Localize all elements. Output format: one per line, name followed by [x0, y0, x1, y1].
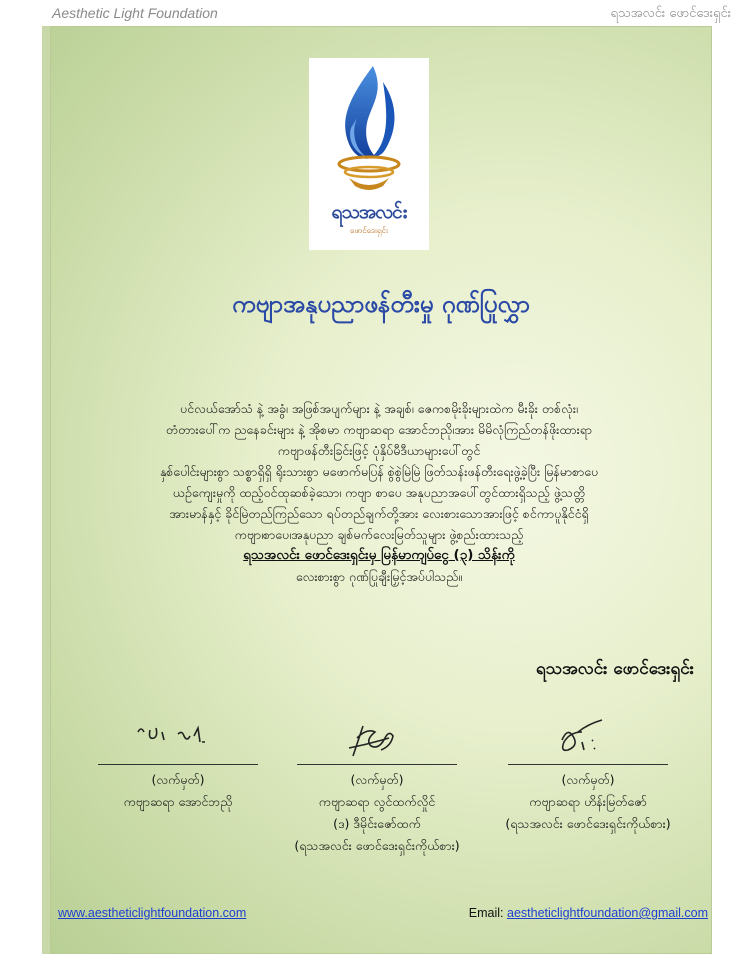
- signature-role: (လက်မှတ်): [151, 772, 205, 787]
- signatory-representation: (ရသအလင်း ဖောင်ဒေးရှင်းကိုယ်စား): [505, 816, 671, 831]
- footer-email: [469, 906, 708, 920]
- certificate-frame: [42, 26, 712, 954]
- header-org-english: Aesthetic Light Foundation: [52, 5, 218, 21]
- signature-role: (လက်မှတ်): [561, 772, 615, 787]
- top-bar: [0, 0, 743, 26]
- certificate-title: ကဗျာအနုပညာဖန်တီးမှု ဂုဏ်ပြုလွှာ: [232, 290, 530, 318]
- signatory-name: ကဗျာဆရာ ဟိန်းမြတ်ဇော်: [529, 794, 647, 809]
- body-line: ကဗျာဖန်တီးခြင်းဖြင့် ပုံနှိပ်မီဒီယာများပေါ်တွင်: [277, 443, 481, 458]
- body-line: အားမာန်နှင့် ခိုင်မြဲတည်ကြည်သော ရပ်တည်ချက်တို့အား လေးစားသောအားဖြင့် စင်ကာပူနိုင်ငံရှိ: [169, 506, 589, 521]
- body-line: တံတားပေါ်က ညနေခင်းများ နဲ့ အိုစမာ ကဗျာဆရာ အောင်ဘညို၊အား မိမိလုံကြည်တန်ဖိုးထားရာ: [165, 422, 593, 437]
- header-org-myanmar: ရသအလင်း ဖောင်ဒေးရှင်း: [610, 6, 731, 21]
- signatory-name: ကဗျာဆရာ လွင်ထက်လှိုင်: [318, 794, 436, 809]
- body-line: ကဗျာ၊စာပေ၊အနုပညာ ချစ်မက်လေးမြတ်သူများ ဖွဲ့စည်းထားသည့်: [234, 527, 524, 542]
- signature-line: [297, 764, 457, 765]
- issuer-name: ရသအလင်း ဖောင်ဒေးရှင်း: [535, 659, 694, 679]
- website-link[interactable]: www.aestheticlightfoundation.com: [58, 906, 247, 920]
- email-label: Email:: [468, 906, 504, 920]
- signatory-representation: (ရသအလင်း ဖောင်ဒေးရှင်းကိုယ်စား): [294, 838, 460, 853]
- signature-mark: [297, 718, 457, 758]
- logo-text: ရသအလင်း: [331, 201, 407, 223]
- signature-mark: [98, 718, 258, 758]
- signature-block-2: [277, 718, 477, 857]
- award-amount: ရသအလင်း ဖောင်ဒေးရှင်းမှ မြန်မာကျပ်ငွေ (၃) သိန်းကို: [243, 547, 515, 563]
- closing-line: လေးစားစွာ ဂုဏ်ပြုချီးမြှင့်အပ်ပါသည်။: [295, 569, 463, 584]
- signature-role: (လက်မှတ်): [350, 772, 404, 787]
- signatory-name: ကဗျာဆရာ အောင်ဘညို: [123, 794, 233, 809]
- foundation-logo: [309, 58, 429, 250]
- body-line: နှစ်ပေါင်းများစွာ သစ္စာရှိရှိ ရိုးသားစွာ မဖောက်မပြန် စွဲစွဲမြဲမြဲ ဖြတ်သန်းဖန်တီးရေးဖွဲ့ခဲ့ပြီး မြန်မာစာပေ: [159, 464, 599, 479]
- signature-block-1: [78, 718, 278, 813]
- logo-subtext: ဖောင်ဒေးရှင်း: [350, 226, 388, 235]
- signature-block-3: [488, 718, 688, 835]
- flame-lamp-icon: [309, 58, 429, 198]
- signature-mark: [508, 718, 668, 758]
- signatory-title: (ဒ) ဒီမိုင်းဇော်ထက်: [333, 816, 421, 831]
- email-link[interactable]: aestheticlightfoundation@gmail.com: [507, 906, 708, 920]
- body-line: ပင်လယ်အော်သံ နဲ့ အခွံ၊ အဖြစ်အပျက်များ နဲ့ အချစ်၊ ဇေကစမိုးခိုးများထဲက မီးခိုး တစ်လုံး၊: [180, 401, 578, 416]
- body-line: ယဉ်ကျေးမှုကို ထည့်ဝင်ထုဆစ်ခဲ့သော၊ ကဗျာ စာပေ အနုပညာအပေါ်တွင်ထားရှိသည့် ဖွဲ့သတ္တိ: [172, 485, 586, 500]
- certificate-body: [74, 398, 684, 587]
- signature-line: [508, 764, 668, 765]
- signature-line: [98, 764, 258, 765]
